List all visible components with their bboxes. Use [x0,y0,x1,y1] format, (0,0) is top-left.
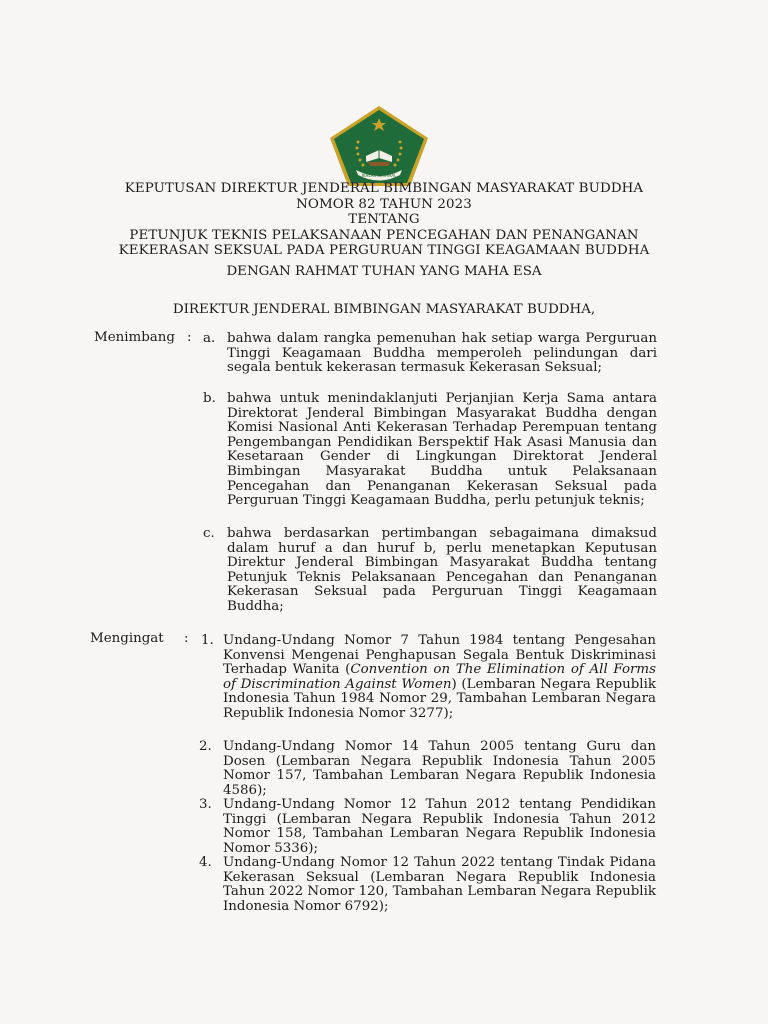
mengingat-marker-2: 2. [199,739,212,754]
mengingat-item-3 [223,798,656,856]
menimbang-colon: : [187,330,192,345]
menimbang-marker-c: c. [203,526,215,541]
kementerian-agama-emblem-icon [328,104,430,188]
menimbang-item-c [227,527,657,615]
invocation: DENGAN RAHMAT TUHAN YANG MAHA ESA [226,264,542,279]
mengingat-marker-3: 3. [199,797,212,812]
mengingat-marker-1: 1. [201,633,214,648]
issuer: DIREKTUR JENDERAL BIMBINGAN MASYARAKAT BUDDHA, [172,302,596,317]
mengingat-marker-4: 4. [199,855,212,870]
menimbang-item-b-text: bahwa untuk menindaklanjuti Perjanjian Kerja Sama antara Direktorat Jenderal Bimbingan Masyarakat Buddha dengan Komisi Nasional Anti Kekerasan Terhadap Perempuan tentang Pengembangan Pendidikan Berspektif Hak Asasi Manusia dan Kesetaraan Gender di Lingkungan Direktorat Jenderal Bimbingan Masyarakat Buddha untuk Pelaksanaan Pencegahan dan Penanganan Kekerasan Seksual pada Perguruan Tinggi Keagamaan Buddha, perlu petunjuk teknis; [227,391,657,509]
menimbang-item-b [227,392,657,509]
decree-subject-line-1: PETUNJUK TEKNIS PELAKSANAAN PENCEGAHAN DAN PENANGANAN [129,227,639,243]
mengingat-item-2-text: Undang-Undang Nomor 14 Tahun 2005 tentang Guru dan Dosen (Lembaran Negara Republik Indonesia Tahun 2005 Nomor 157, Tambahan Lembaran Negara Republik Indonesia 4586); [223,739,656,798]
decree-number: NOMOR 82 TAHUN 2023 [296,196,472,212]
decree-tentang: TENTANG [348,212,420,228]
menimbang-marker-b: b. [203,391,216,406]
mengingat-item-1-text-after: ) (Lembaran Negara Republik Indonesia Tahun 1984 Nomor 29, Tambahan Lembaran Negara Republik Indonesia Nomor 3277); [223,676,656,721]
menimbang-item-c-text: bahwa berdasarkan pertimbangan sebagaimana dimaksud dalam huruf a dan huruf b, perlu menetapkan Keputusan Direktur Jenderal Bimbingan Masyarakat Buddha tentang Petunjuk Teknis Pelaksanaan Pencegahan dan Penanganan Kekerasan Seksual pada Perguruan Tinggi Keagamaan Buddha; [227,526,657,614]
emblem-ring-text: IKHLAS BERAMAL [361,173,397,178]
mengingat-item-1-text [223,634,656,722]
mengingat-label: Mengingat [90,631,164,646]
menimbang-label: Menimbang [94,330,175,345]
mengingat-item-2 [223,740,656,798]
decree-title: KEPUTUSAN DIREKTUR JENDERAL BIMBINGAN MASYARAKAT BUDDHA [124,181,644,196]
mengingat-item-1-text-italic: Convention on The Elimination of All Forms of Discrimination Against Women [223,662,656,692]
menimbang-item-a [227,332,657,376]
decree-subject-line-2: KEKERASAN SEKSUAL PADA PERGURUAN TINGGI KEAGAMAAN BUDDHA [118,243,650,259]
menimbang-marker-a: a. [203,331,216,346]
mengingat-item-4 [223,856,656,914]
mengingat-item-3-text: Undang-Undang Nomor 12 Tahun 2012 tentang Pendidikan Tinggi (Lembaran Negara Republik Indonesia Tahun 2012 Nomor 158, Tambahan Lembaran Negara Republik Indonesia Nomor 5336); [223,797,656,856]
mengingat-item-1-text-before: Undang-Undang Nomor 7 Tahun 1984 tentang Pengesahan Konvensi Mengenai Penghapusan Segala Bentuk Diskriminasi Terhadap Wanita ( [223,633,656,678]
decree-title-block [60,181,708,259]
mengingat-colon: : [184,631,189,646]
mengingat-item-1 [223,634,656,722]
menimbang-item-a-text: bahwa dalam rangka pemenuhan hak setiap warga Perguruan Tinggi Keagamaan Buddha memperoleh pelindungan dari segala bentuk kekerasan termasuk Kekerasan Seksual; [227,331,657,376]
mengingat-item-4-text: Undang-Undang Nomor 12 Tahun 2022 tentang Tindak Pidana Kekerasan Seksual (Lembaran Negara Republik Indonesia Tahun 2022 Nomor 120, Tambahan Lembaran Negara Republik Indonesia Nomor 6792); [223,855,656,914]
